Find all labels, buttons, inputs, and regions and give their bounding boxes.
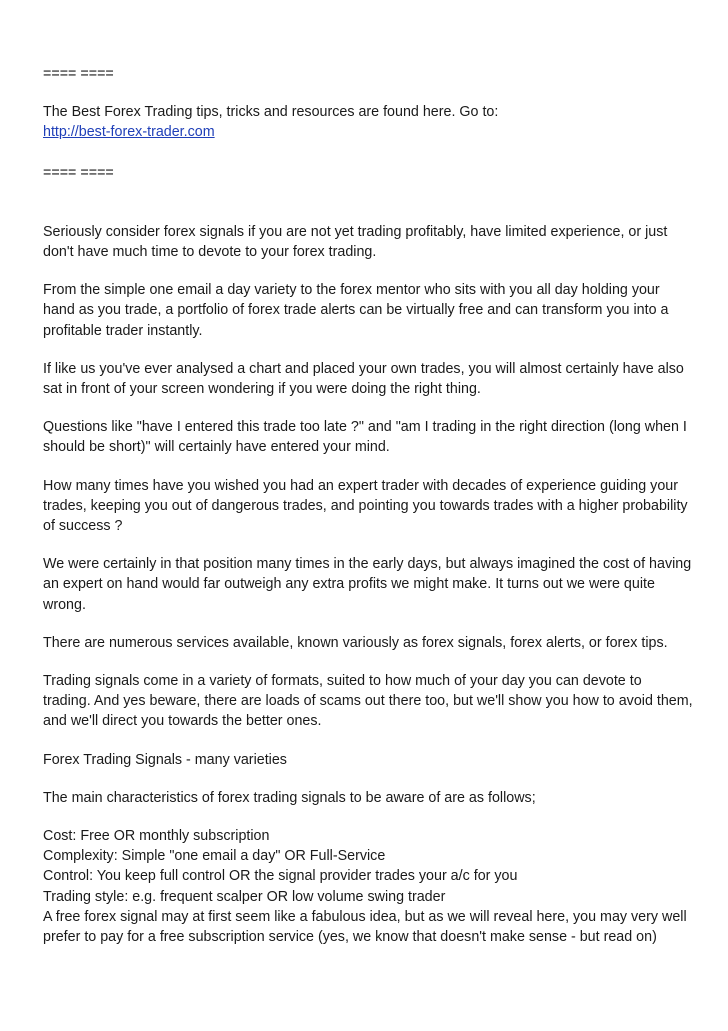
characteristic-cost: Cost: Free OR monthly subscription	[43, 828, 270, 845]
paragraph: Trading signals come in a variety of formats, suited to how much of your day you can devote to trading. And yes beware, there are loads of scams out there too, but we'll show you how to avoid them, and we'll direct you towards the better ones.	[43, 673, 693, 730]
characteristic-control: Control: You keep full control OR the signal provider trades your a/c for you	[43, 868, 518, 885]
characteristics-list	[43, 826, 693, 947]
paragraph: How many times have you wished you had an expert trader with decades of experience guiding your trades, keeping you out of dangerous trades, and pointing you towards trades with a higher probability of success ?	[43, 477, 688, 535]
characteristic-complexity: Complexity: Simple "one email a day" OR Full-Service	[43, 848, 386, 865]
document-body	[43, 64, 693, 947]
paragraph: We were certainly in that position many times in the early days, but always imagined the cost of having an expert on hand would far outweigh any extra profits we might make. It turns out we were quite wrong.	[43, 556, 692, 613]
paragraph: Seriously consider forex signals if you are not yet trading profitably, have limited experience, or just don't have much time to devote to your forex trading.	[43, 223, 668, 261]
paragraph: If like us you've ever analysed a chart and placed your own trades, you will almost certainly have also sat in front of your screen wondering if you were doing the right thing.	[43, 360, 684, 398]
paragraph: The main characteristics of forex trading signals to be aware of are as follows;	[43, 789, 536, 806]
intro-text	[43, 102, 693, 142]
separator-bottom: ==== ====	[43, 164, 114, 181]
article-body	[43, 222, 693, 947]
intro-sentence: The Best Forex Trading tips, tricks and resources are found here. Go to:	[43, 104, 499, 121]
paragraph: Questions like "have I entered this trade too late ?" and "am I trading in the right direction (long when I should be short)" will certainly have entered your mind.	[43, 419, 687, 456]
separator-top: ==== ====	[43, 66, 114, 82]
section-heading: Forex Trading Signals - many varieties	[43, 751, 287, 768]
paragraph: There are numerous services available, known variously as forex signals, forex alerts, or forex tips.	[43, 634, 668, 651]
paragraph: From the simple one email a day variety to the forex mentor who sits with you all day holding your hand as you trade, a portfolio of forex trade alerts can be virtually free and can transform you into a profitable trader instantly.	[43, 282, 669, 339]
website-link[interactable]: http://best-forex-trader.com	[43, 124, 215, 141]
closing-paragraph: A free forex signal may at first seem like a fabulous idea, but as we will reveal here, you may very well prefer to pay for a free subscription service (yes, we know that doesn't make sense - but read on)	[43, 908, 687, 946]
characteristic-trading-style: Trading style: e.g. frequent scalper OR low volume swing trader	[43, 888, 446, 905]
